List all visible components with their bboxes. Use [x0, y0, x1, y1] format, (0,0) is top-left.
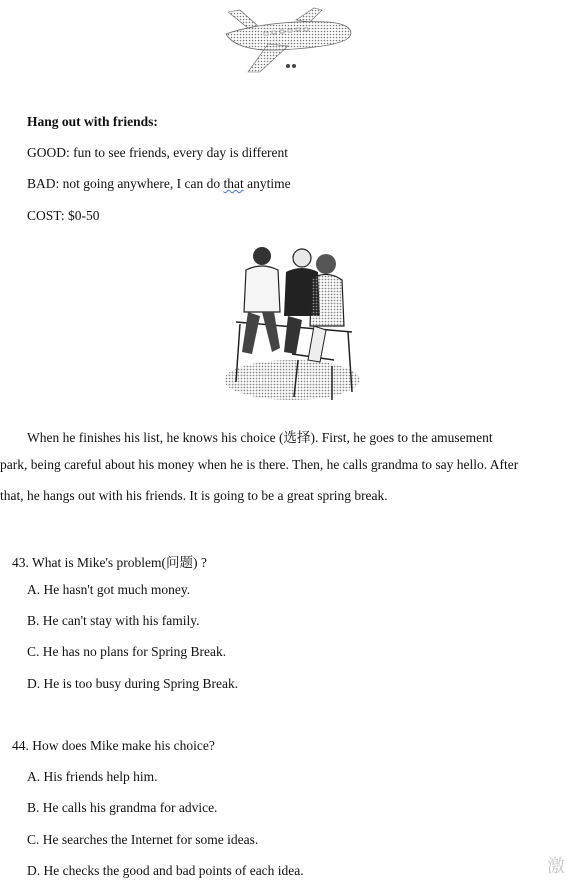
option-good: GOOD: fun to see friends, every day is different — [27, 145, 289, 160]
question-44-option-c: C. He searches the Internet for some ideas. — [27, 832, 259, 847]
option-bad: BAD: not going anywhere, I can do that anytime — [27, 176, 291, 191]
question-43-option-a: A. He hasn't got much money. — [27, 582, 191, 597]
question-43-option-c: C. He has no plans for Spring Break. — [27, 644, 227, 659]
friends-illustration — [222, 242, 362, 404]
passage-line-2: park, being careful about his money when he is there. Then, he calls grandma to say hello. After — [0, 457, 519, 472]
question-43-option-d: D. He is too busy during Spring Break. — [27, 676, 239, 691]
spellcheck-mark: that — [223, 176, 244, 191]
question-44-stem: 44. How does Mike make his choice? — [12, 738, 215, 753]
question-44-option-b: B. He calls his grandma for advice. — [27, 800, 218, 815]
watermark: 激 — [547, 856, 565, 877]
question-44-option-d: D. He checks the good and bad points of each idea. — [27, 863, 304, 878]
passage-line-1: When he finishes his list, he knows his choice (选择). First, he goes to the amusement — [27, 430, 493, 445]
option-cost: COST: $0-50 — [27, 208, 100, 223]
airplane-illustration — [218, 6, 358, 80]
option-heading: Hang out with friends: — [27, 114, 158, 129]
question-43-stem: 43. What is Mike's problem(问题) ? — [12, 555, 207, 570]
question-43-option-b: B. He can't stay with his family. — [27, 613, 200, 628]
question-44-option-a: A. His friends help him. — [27, 769, 158, 784]
passage-line-3: that, he hangs out with his friends. It is going to be a great spring break. — [0, 488, 388, 503]
